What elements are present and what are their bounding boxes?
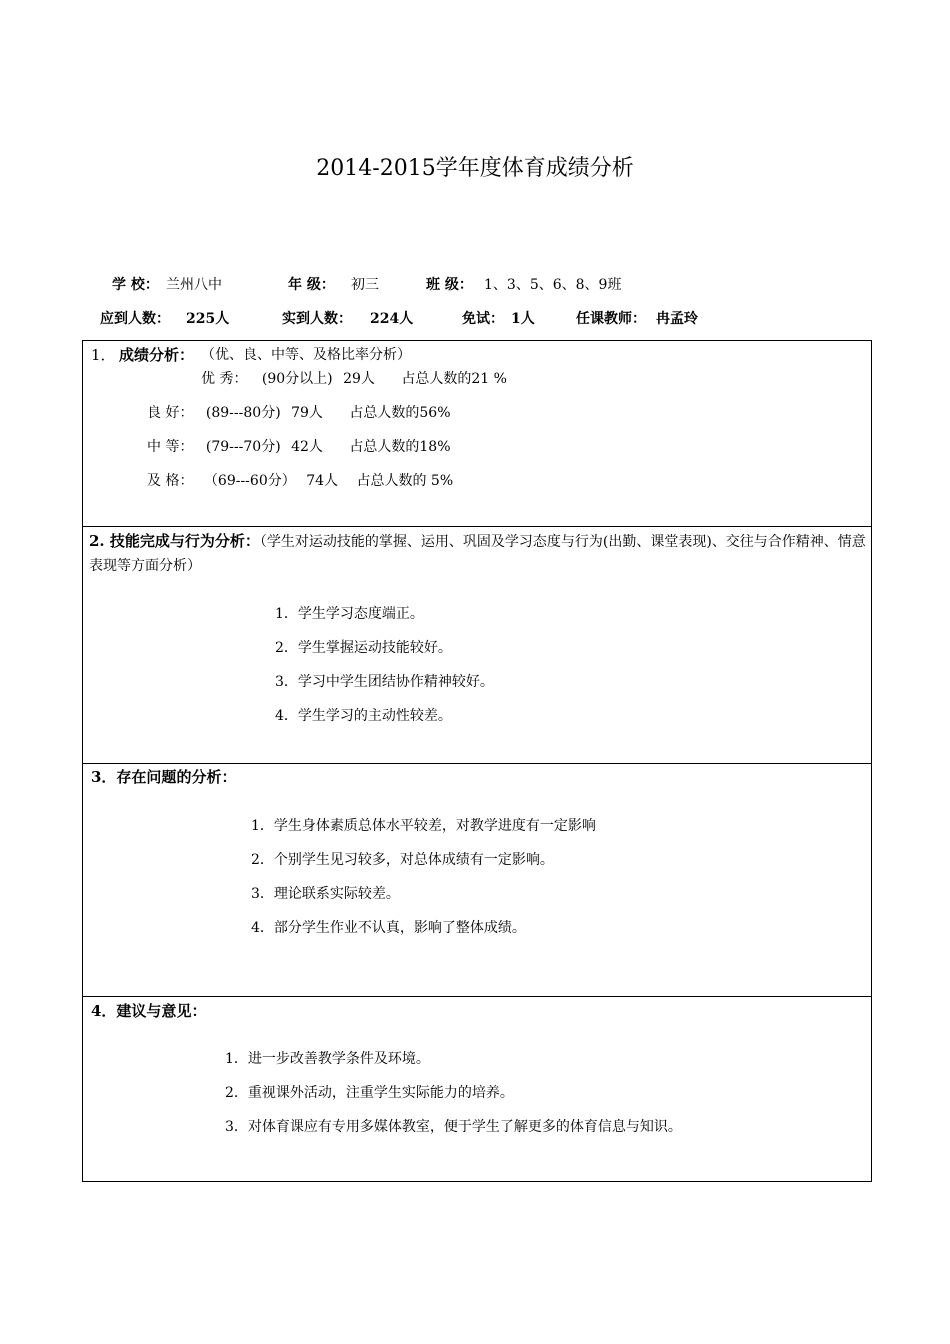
- class-value: 1、3、5、6、8、9班: [484, 277, 622, 293]
- grade-row-medium: [147, 437, 451, 457]
- list-item: 2．个别学生见习较多，对总体成绩有一定影响。: [251, 852, 554, 868]
- grade-ratio: 占总人数的21 %: [401, 371, 507, 387]
- section4-heading: 4．建议与意见：: [91, 1002, 207, 1020]
- list-item: 4．部分学生作业不认真，影响了整体成绩。: [251, 920, 526, 936]
- grade-level: 中 等：: [147, 439, 194, 455]
- list-item: 4．学生学习的主动性较差。: [275, 708, 452, 724]
- exempt-label: 免试：: [462, 311, 504, 327]
- expected-count-value: 225人: [186, 311, 230, 327]
- grade-level: 良 好：: [147, 405, 194, 421]
- grade-count: 79人: [291, 405, 323, 421]
- grade-level: 及 格：: [147, 473, 194, 489]
- section2-note: （学生对运动技能的掌握、运用、巩固及学习态度与行为(出勤、课堂表现)、交往与合作精神、情意表现等方面分析）: [89, 534, 866, 574]
- grade-value: 初三: [351, 277, 379, 293]
- grade-row-excellent: [201, 369, 507, 389]
- grade-level: 优 秀：: [201, 371, 248, 387]
- list-item: 3．学习中学生团结协作精神较好。: [275, 674, 494, 690]
- school-label: 学 校：: [112, 277, 159, 293]
- school-value: 兰州八中: [166, 277, 222, 293]
- list-item: 2．重视课外活动，注重学生实际能力的培养。: [225, 1085, 514, 1101]
- document-title: 2014-2015学年度体育成绩分析: [316, 156, 634, 181]
- divider: [83, 996, 871, 997]
- list-item: 1．进一步改善教学条件及环境。: [225, 1051, 430, 1067]
- section3-heading: 3．存在问题的分析：: [91, 768, 237, 786]
- expected-count-label: 应到人数：: [100, 311, 170, 327]
- grade-count: 74人: [306, 473, 339, 489]
- grade-ratio: 占总人数的 5%: [356, 473, 454, 489]
- section2-heading: 2. 技能完成与行为分析：: [89, 532, 260, 550]
- grade-range: (79---70分): [205, 439, 281, 455]
- list-item: 2．学生掌握运动技能较好。: [275, 640, 452, 656]
- section1-number: 1．: [91, 346, 116, 364]
- grade-range: （69---60分）: [203, 473, 296, 489]
- actual-count-value: 224人: [370, 311, 414, 327]
- teacher-value: 冉孟玲: [656, 311, 698, 327]
- exempt-value: 1人: [511, 311, 535, 327]
- grade-label: 年 级：: [288, 277, 335, 293]
- list-item: 1．学生学习态度端正。: [275, 606, 424, 622]
- section1-note: （优、良、中等、及格比率分析）: [201, 347, 411, 363]
- grade-range: (89---80分): [205, 405, 281, 421]
- class-label: 班 级：: [426, 277, 473, 293]
- divider: [83, 763, 871, 764]
- grade-count: 29人: [343, 371, 375, 387]
- grade-ratio: 占总人数的18%: [349, 439, 451, 455]
- actual-count-label: 实到人数：: [282, 311, 352, 327]
- grade-row-good: [147, 403, 451, 423]
- grade-row-pass: [147, 471, 453, 491]
- list-item: 3．对体育课应有专用多媒体教室，便于学生了解更多的体育信息与知识。: [225, 1119, 682, 1135]
- list-item: 3．理论联系实际较差。: [251, 886, 400, 902]
- teacher-label: 任课教师：: [576, 311, 646, 327]
- list-item: 1．学生身体素质总体水平较差，对教学进度有一定影响: [251, 818, 596, 834]
- section1-heading: 成绩分析：: [119, 346, 195, 364]
- grade-range: (90分以上): [261, 371, 333, 387]
- grade-ratio: 占总人数的56%: [349, 405, 451, 421]
- grade-count: 42人: [291, 439, 323, 455]
- section-skill-analysis: [89, 529, 867, 578]
- analysis-table: [82, 340, 872, 1182]
- divider: [83, 526, 871, 527]
